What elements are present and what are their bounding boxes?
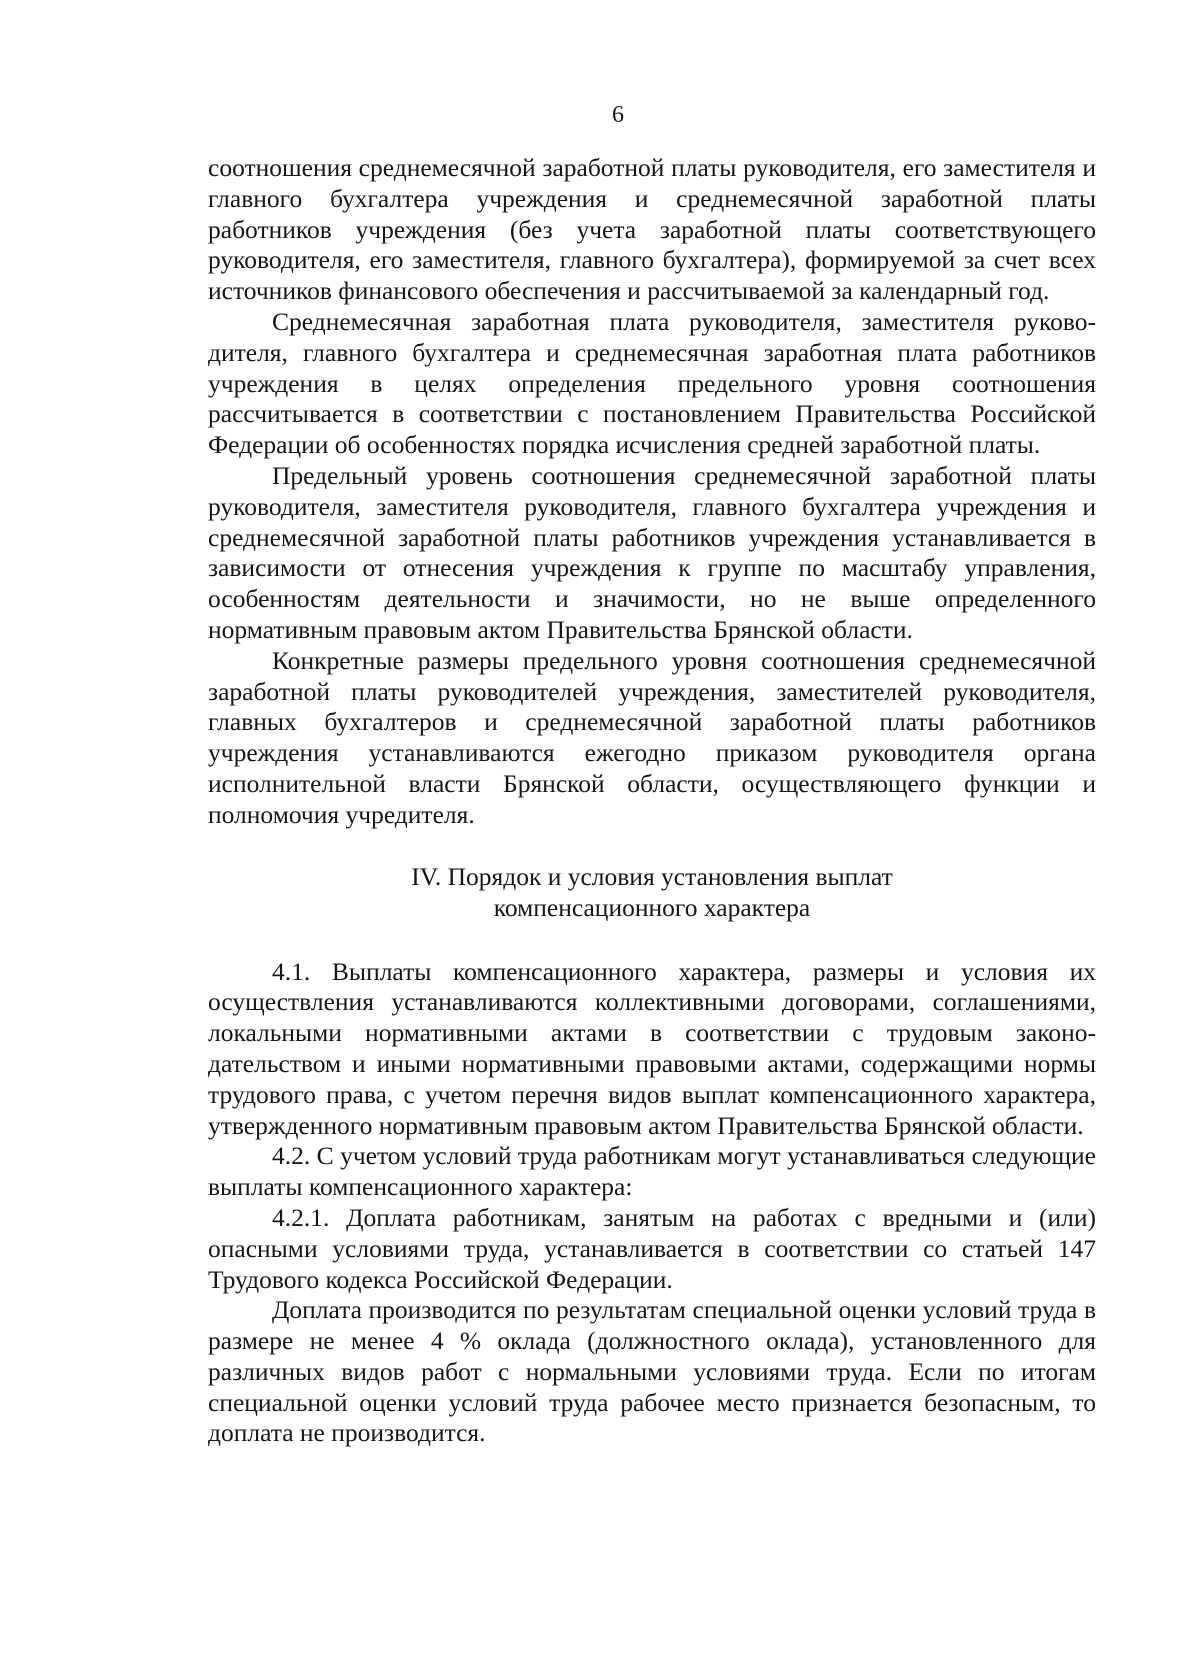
paragraph-average-salary: Среднемесячная заработная плата руководителя, заместителя руководителя, главного бухгалтера и среднемесячная заработная плата работников учреждения в целях определения предельного уровня соотношения рассчитывается в соответствии с постановлением Правительства Российской Федерации об особенностях порядка исчисления средней заработной платы.	[208, 306, 1096, 460]
paragraph-surcharge: Доплата производится по результатам специальной оценки условий труда в размере не менее 4 % оклада (должностного оклада), установленного для различных видов работ с нормальными условиями труда. Если по итогам специальной оценки условий труда рабочее место признается безопасным, то доплата не производится.	[208, 1295, 1096, 1448]
paragraph-ratio-limit: Предельный уровень соотношения среднемесячной заработной платы руководителя, заместителя руководителя, главного бухгалтера учреждения и среднемесячной заработной платы работников учреждения устанавливается в зависимости от отнесения учреждения к группе по масштабу управления, особенностям деятельности и значимости, но не выше определенного нормативным правовым актом Правительства Брянской области.	[208, 460, 1096, 644]
paragraph-continuation: соотношения среднемесячной заработной платы руководителя, его заместителя и главного бухгалтера учреждения и среднемесячной заработной платы работников учреждения (без учета заработной платы соответствующего руководителя, его заместителя, главного бухгалтера), формируемой за счет всех источников финансового обеспечения и рассчитываемой за календарный год.	[208, 153, 1096, 306]
paragraph-4-2: 4.2. С учетом условий труда работникам могут устанавливаться следующие выплаты компенсационного характера:	[208, 1141, 1096, 1202]
section-heading	[208, 861, 1096, 923]
section-heading-line-1: IV. Порядок и условия установления выплат	[411, 861, 893, 891]
section-heading-line-2: компенсационного характера	[493, 892, 811, 922]
document-body	[208, 153, 1096, 1449]
page-number: 6	[612, 102, 624, 128]
paragraph-4-1: 4.1. Выплаты компенсационного характера, размеры и условия их осуществления устанавливаются коллективными договорами, соглашениями, локальными нормативными актами в соответствии с трудовым законодательством и иными нормативными правовыми актами, содержащими нормы трудового права, с учетом перечня видов выплат компенсационного характера, утвержденного нормативным правовым актом Правительства Брянской области.	[208, 956, 1096, 1140]
paragraph-specific-sizes: Конкретные размеры предельного уровня соотношения среднемесячной заработной платы руководителей учреждения, заместителей руководителя, главных бухгалтеров и среднемесячной заработной платы работников учреждения устанавливаются ежегодно приказом руководителя органа исполнительной власти Брянской области, осуществляющего функции и полномочия учредителя.	[208, 645, 1096, 829]
paragraph-4-2-1: 4.2.1. Доплата работникам, занятым на работах с вредными и (или) опасными условиями труда, устанавливается в соответствии со статьей 147 Трудового кодекса Российской Федерации.	[208, 1202, 1096, 1294]
